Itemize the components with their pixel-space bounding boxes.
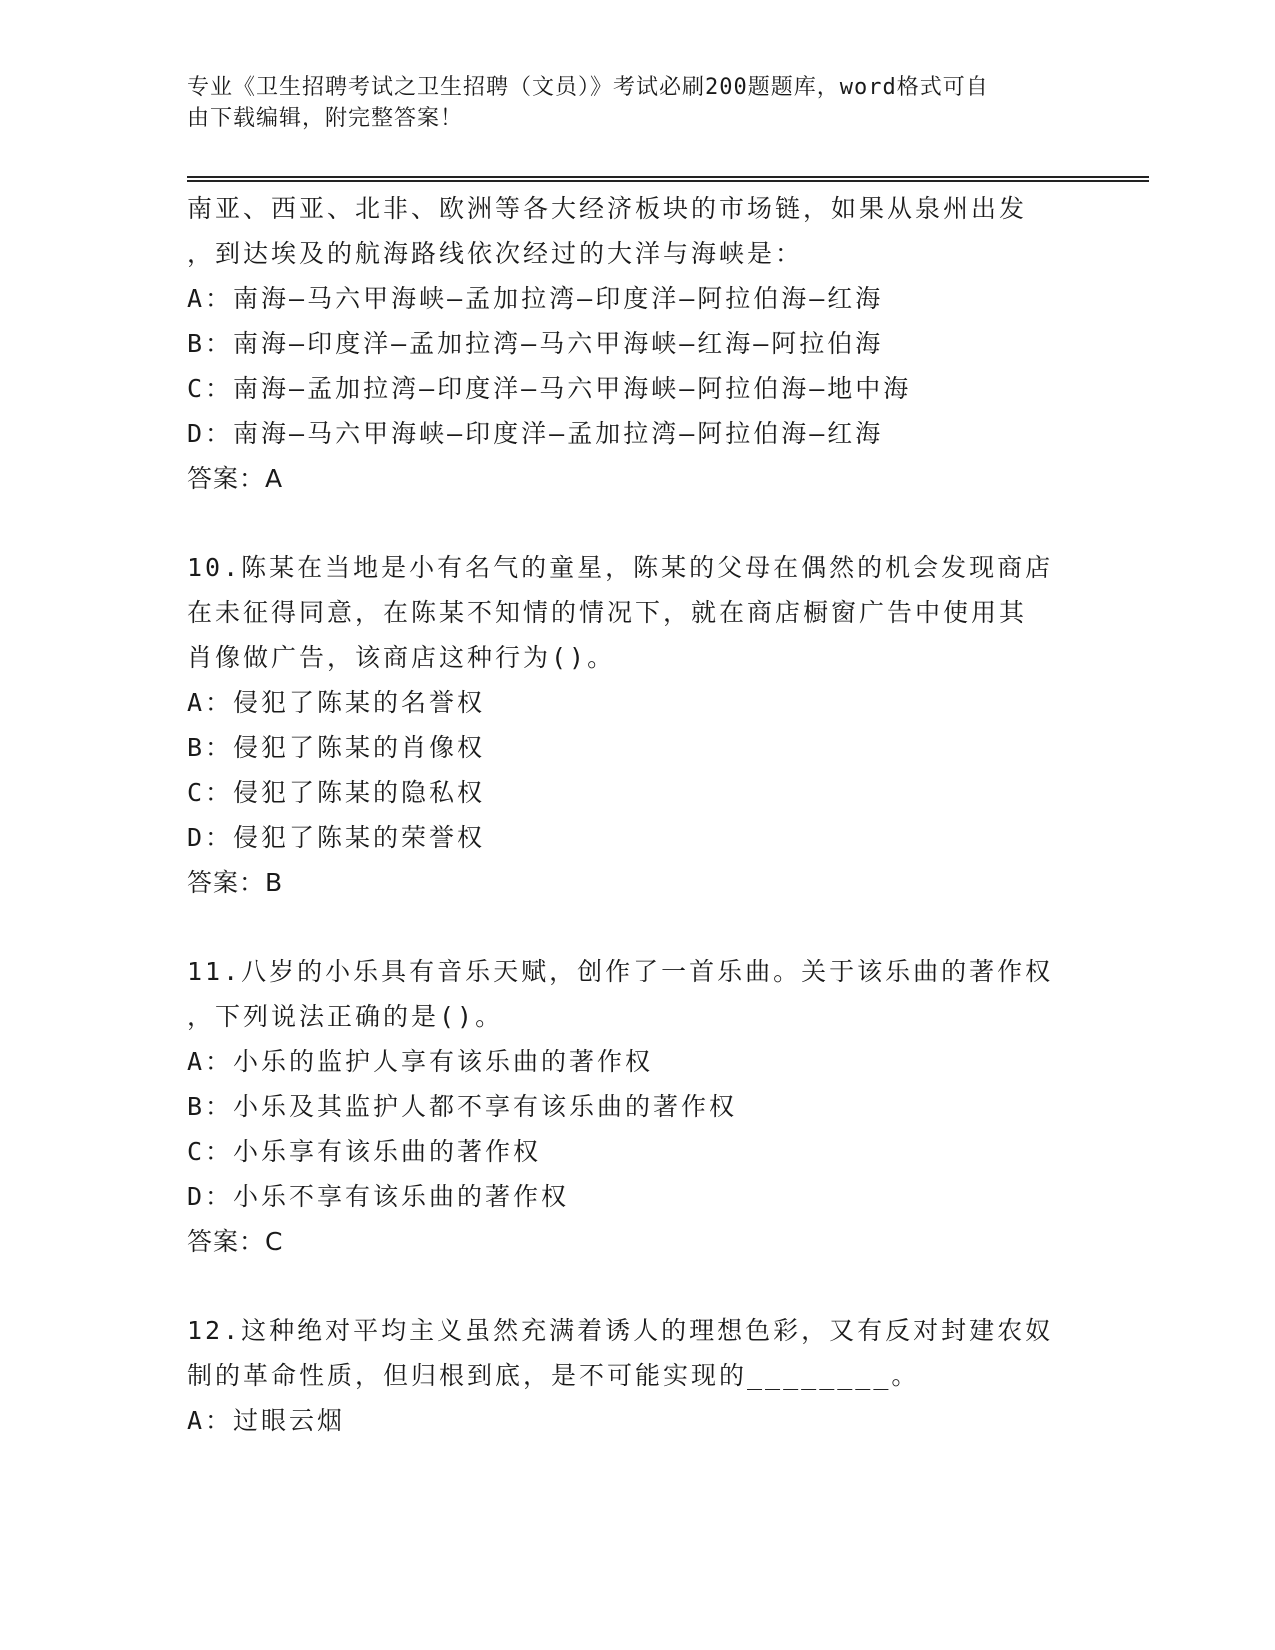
question-text: 南亚、西亚、北非、欧洲等各大经济板块的市场链，如果从泉州出发	[187, 194, 1028, 223]
question-text: ，下列说法正确的是()。	[187, 1002, 504, 1031]
question-9	[187, 186, 1087, 501]
header-line-2: 由下载编辑，附完整答案！	[187, 106, 464, 131]
document-header	[187, 72, 1087, 134]
option-c: C：侵犯了陈某的隐私权	[187, 778, 486, 807]
option-d: D：南海—马六甲海峡—印度洋—孟加拉湾—阿拉伯海—红海	[187, 419, 884, 448]
option-a: A：过眼云烟	[187, 1406, 346, 1435]
question-text: 12.这种绝对平均主义虽然充满着诱人的理想色彩，又有反对封建农奴	[187, 1316, 1054, 1345]
question-text: 在未征得同意，在陈某不知情的情况下，就在商店橱窗广告中使用其	[187, 598, 1028, 627]
answer: 答案：B	[187, 868, 284, 897]
question-text: ，到达埃及的航海路线依次经过的大洋与海峡是：	[187, 239, 804, 268]
question-10	[187, 545, 1087, 905]
option-d: D：小乐不享有该乐曲的著作权	[187, 1182, 570, 1211]
question-12	[187, 1308, 1087, 1443]
option-d: D：侵犯了陈某的荣誉权	[187, 823, 486, 852]
header-line-1: 专业《卫生招聘考试之卫生招聘（文员）》考试必刷200题题库，word格式可自	[187, 75, 989, 100]
question-list	[187, 186, 1087, 1443]
option-b: B：小乐及其监护人都不享有该乐曲的著作权	[187, 1092, 738, 1121]
header-divider	[187, 176, 1149, 182]
answer: 答案：C	[187, 1227, 284, 1256]
option-a: A：南海—马六甲海峡—孟加拉湾—印度洋—阿拉伯海—红海	[187, 284, 884, 313]
option-a: A：侵犯了陈某的名誉权	[187, 688, 486, 717]
option-c: C：小乐享有该乐曲的著作权	[187, 1137, 542, 1166]
option-c: C：南海—孟加拉湾—印度洋—马六甲海峡—阿拉伯海—地中海	[187, 374, 912, 403]
option-b: B：南海—印度洋—孟加拉湾—马六甲海峡—红海—阿拉伯海	[187, 329, 884, 358]
question-text: 11.八岁的小乐具有音乐天赋，创作了一首乐曲。关于该乐曲的著作权	[187, 957, 1054, 986]
option-a: A：小乐的监护人享有该乐曲的著作权	[187, 1047, 654, 1076]
question-text: 制的革命性质，但归根到底，是不可能实现的________。	[187, 1361, 920, 1390]
answer: 答案：A	[187, 464, 284, 493]
question-11	[187, 949, 1087, 1264]
question-text: 肖像做广告，该商店这种行为()。	[187, 643, 616, 672]
question-text: 10.陈某在当地是小有名气的童星，陈某的父母在偶然的机会发现商店	[187, 553, 1054, 582]
option-b: B：侵犯了陈某的肖像权	[187, 733, 486, 762]
